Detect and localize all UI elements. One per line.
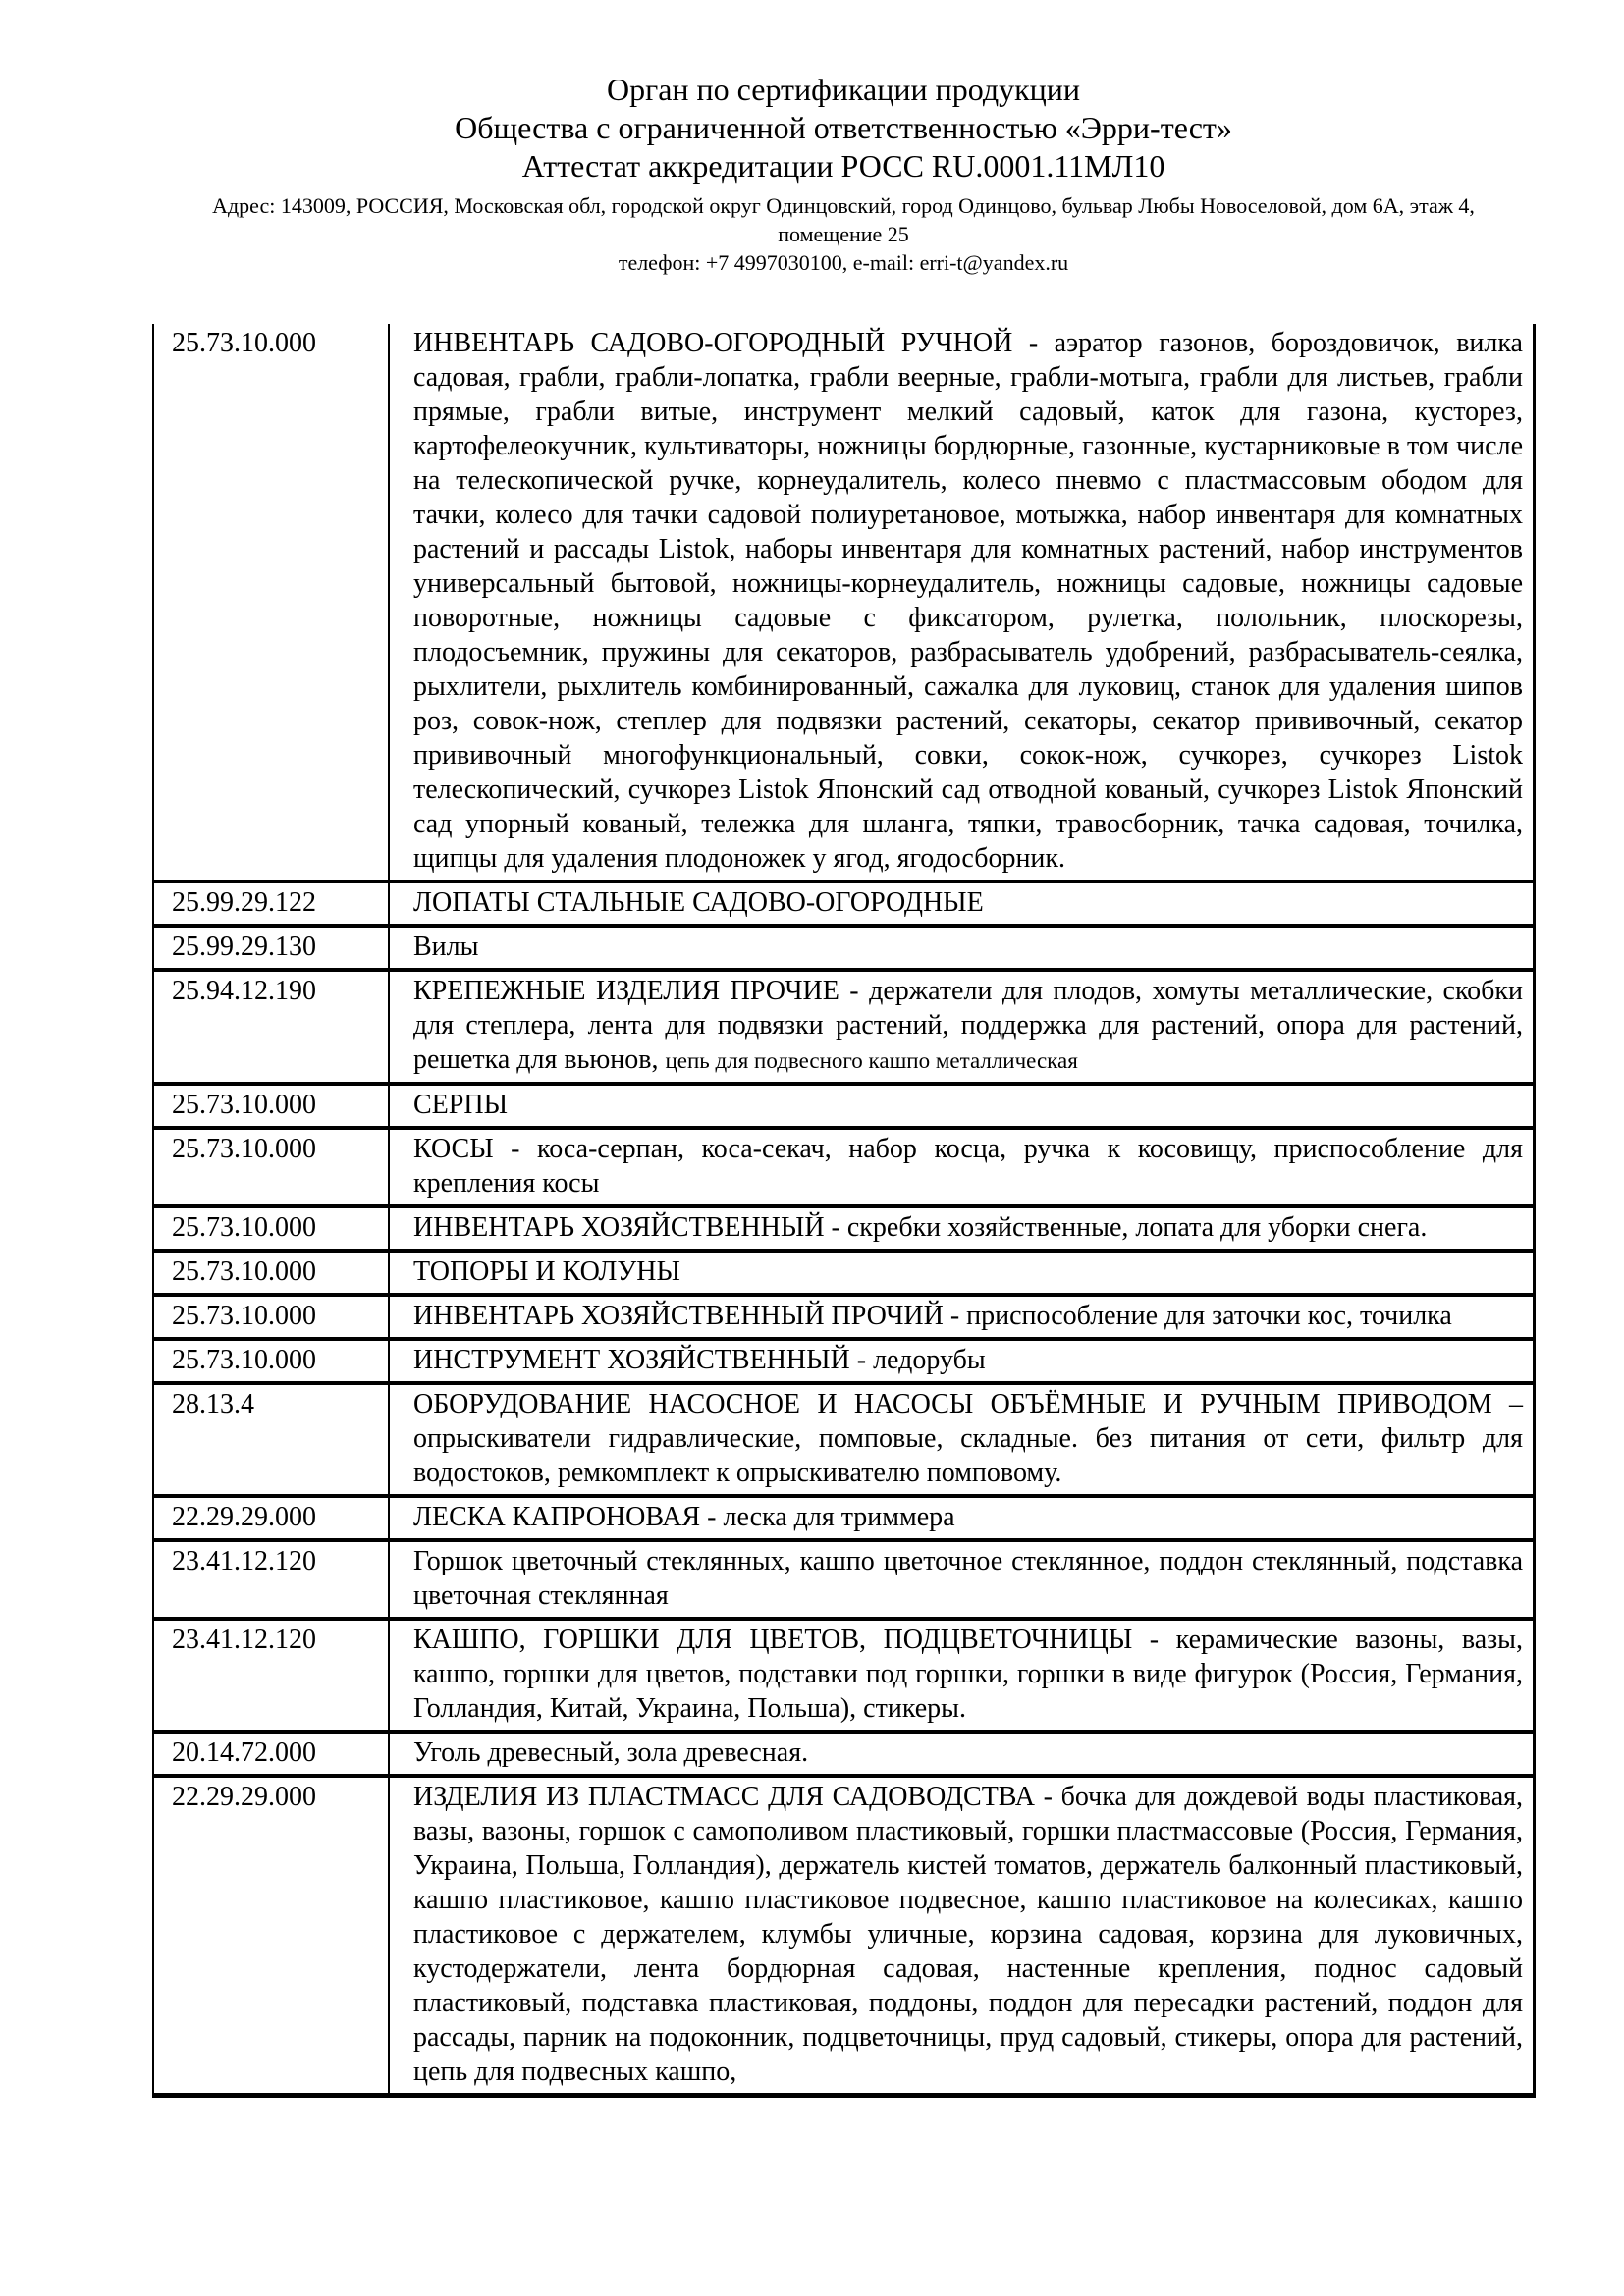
product-code: 25.73.10.000	[153, 1251, 389, 1295]
product-description	[389, 1206, 1535, 1251]
table-row	[153, 1206, 1535, 1251]
product-description-text: Вилы	[413, 932, 479, 962]
table-row	[153, 881, 1535, 926]
product-description	[389, 881, 1535, 926]
product-description	[389, 1383, 1535, 1496]
product-code: 25.99.29.122	[153, 881, 389, 926]
product-code: 23.41.12.120	[153, 1540, 389, 1619]
product-description-text: ОБОРУДОВАНИЕ НАСОСНОЕ И НАСОСЫ ОБЪЁМНЫЕ И РУЧНЫМ ПРИВОДОМ – опрыскиватели гидравлические, помповые, складные. без питания от сети, фильтр для водостоков, ремкомплект к опрыскивателю помповому.	[413, 1389, 1523, 1488]
product-description-text: Уголь древесный, зола древесная.	[413, 1737, 809, 1768]
product-description-text: ИЗДЕЛИЯ ИЗ ПЛАСТМАСС ДЛЯ САДОВОДСТВА - бочка для дождевой воды пластиковая, вазы, вазоны, горшок с самополивом пластиковый, горшки пластмассовые (Россия, Германия, Украина, Польша, Голландия), держатель кистей томатов, держатель балконный пластиковый, кашпо пластиковое, кашпо пластиковое подвесное, кашпо пластиковое на колесиках, кашпо пластиковое с держателем, клумбы уличные, корзина садовая, корзина для луковичных, кустодержатели, лента бордюрная садовая, настенные крепления, поднос садовый пластиковый, подставка пластиковая, поддоны, поддон для пересадки растений, поддон для рассады, парник на подоконник, подцветочницы, пруд садовый, стикеры, опора для растений, цепь для подвесных кашпо,	[413, 1782, 1523, 2087]
product-table	[152, 324, 1536, 2098]
table-row	[153, 1496, 1535, 1540]
product-description	[389, 1251, 1535, 1295]
table-row	[153, 1540, 1535, 1619]
table-row	[153, 1776, 1535, 2096]
table-row	[153, 926, 1535, 970]
header-address-line-2: помещение 25	[778, 222, 909, 246]
product-description	[389, 970, 1535, 1084]
product-description-text: ЛЕСКА КАПРОНОВАЯ - леска для триммера	[413, 1502, 955, 1532]
header-accreditation-line: Аттестат аккредитации РОСС RU.0001.11МЛ10	[521, 148, 1165, 184]
table-row	[153, 970, 1535, 1084]
product-code: 25.73.10.000	[153, 1339, 389, 1383]
product-description-text: ЛОПАТЫ СТАЛЬНЫЕ САДОВО-ОГОРОДНЫЕ	[413, 887, 984, 918]
product-description	[389, 1128, 1535, 1206]
product-description-text: СЕРПЫ	[413, 1090, 508, 1120]
product-code: 20.14.72.000	[153, 1732, 389, 1776]
product-description	[389, 1496, 1535, 1540]
product-table-body	[153, 324, 1535, 2096]
product-code: 25.73.10.000	[153, 1295, 389, 1339]
header-company-line: Общества с ограниченной ответственностью «Эрри-тест»	[455, 110, 1232, 145]
product-code: 25.73.10.000	[153, 1206, 389, 1251]
product-description	[389, 1339, 1535, 1383]
product-code: 25.73.10.000	[153, 1084, 389, 1128]
product-description-text: КРЕПЕЖНЫЕ ИЗДЕЛИЯ ПРОЧИЕ - держатели для плодов, хомуты металлические, скобки для степлера, лента для подвязки растений, поддержка для растений, опора для растений, решетка для вьюнов,	[413, 976, 1523, 1075]
table-row	[153, 324, 1535, 881]
table-row	[153, 1339, 1535, 1383]
product-description	[389, 1776, 1535, 2096]
product-description	[389, 926, 1535, 970]
document-header	[152, 71, 1535, 277]
product-code: 22.29.29.000	[153, 1776, 389, 2096]
table-row	[153, 1295, 1535, 1339]
product-description-text: ИНСТРУМЕНТ ХОЗЯЙСТВЕННЫЙ - ледорубы	[413, 1345, 986, 1375]
product-description	[389, 1732, 1535, 1776]
product-description	[389, 1295, 1535, 1339]
header-address-line-1: Адрес: 143009, РОССИЯ, Московская обл, городской округ Одинцовский, город Одинцово, бульвар Любы Новоселовой, дом 6А, этаж 4,	[212, 193, 1475, 218]
table-row	[153, 1732, 1535, 1776]
product-code: 28.13.4	[153, 1383, 389, 1496]
product-code: 25.73.10.000	[153, 1128, 389, 1206]
table-row	[153, 1619, 1535, 1732]
product-description	[389, 1619, 1535, 1732]
product-description	[389, 324, 1535, 881]
product-description-text: ИНВЕНТАРЬ САДОВО-ОГОРОДНЫЙ РУЧНОЙ - аэратор газонов, бороздовичок, вилка садовая, грабли, грабли-лопатка, грабли веерные, грабли-мотыга, грабли для листьев, грабли прямые, грабли витые, инструмент мелкий садовый, каток для газона, кусторез, картофелеокучник, культиваторы, ножницы бордюрные, газонные, кустарниковые в том числе на телескопической ручке, корнеудалитель, колесо пневмо с пластмассовым ободом для тачки, колесо для тачки садовой полиуретановое, мотыжка, набор инвентаря для комнатных растений и рассады Listok, наборы инвентаря для комнатных растений, набор инструментов универсальный бытовой, ножницы-корнеудалитель, ножницы садовые, ножницы садовые поворотные, ножницы садовые с фиксатором, рулетка, полольник, плоскорезы, плодосъемник, пружины для секаторов, разбрасыватель удобрений, разбрасыватель-сеялка, рыхлители, рыхлитель комбинированный, сажалка для луковиц, станок для удаления шипов роз, совок-нож, степлер для подвязки растений, секаторы, секатор прививочный, секатор прививочный многофункциональный, совки, сокок-нож, сучкорез, сучкорез Listok телескопический, сучкорез Listok Японский сад отводной кованый, сучкорез Listok Японский сад упорный кованый, тележка для шланга, тяпки, травосборник, тачка садовая, точилка, щипцы для удаления плодоножек у ягод, ягодосборник.	[413, 328, 1523, 874]
product-description-smalltext: цепь для подвесного кашпо металлическая	[665, 1048, 1078, 1073]
product-description	[389, 1084, 1535, 1128]
product-code: 25.73.10.000	[153, 324, 389, 881]
header-cert-body-line: Орган по сертификации продукции	[606, 72, 1081, 107]
product-description-text: ТОПОРЫ И КОЛУНЫ	[413, 1256, 680, 1287]
product-description-text: ИНВЕНТАРЬ ХОЗЯЙСТВЕННЫЙ ПРОЧИЙ - приспособление для заточки кос, точилка	[413, 1301, 1452, 1331]
product-description-text: Горшок цветочный стеклянных, кашпо цветочное стеклянное, поддон стеклянный, подставка цветочная стеклянная	[413, 1546, 1523, 1611]
product-code: 25.94.12.190	[153, 970, 389, 1084]
table-row	[153, 1084, 1535, 1128]
product-description-text: ИНВЕНТАРЬ ХОЗЯЙСТВЕННЫЙ - скребки хозяйственные, лопата для уборки снега.	[413, 1212, 1428, 1243]
table-row	[153, 1128, 1535, 1206]
product-code: 23.41.12.120	[153, 1619, 389, 1732]
product-description-text: КАШПО, ГОРШКИ ДЛЯ ЦВЕТОВ, ПОДЦВЕТОЧНИЦЫ - керамические вазоны, вазы, кашпо, горшки для цветов, подставки под горшки, горшки в виде фигурок (Россия, Германия, Голландия, Китай, Украина, Польша), стикеры.	[413, 1625, 1523, 1724]
product-description	[389, 1540, 1535, 1619]
product-description-text: КОСЫ - коса-серпан, коса-секач, набор косца, ручка к косовищу, приспособление для крепления косы	[413, 1134, 1523, 1199]
table-row	[153, 1383, 1535, 1496]
product-code: 25.99.29.130	[153, 926, 389, 970]
header-contact-line: телефон: +7 4997030100, e-mail: erri-t@yandex.ru	[618, 250, 1069, 275]
table-row	[153, 1251, 1535, 1295]
product-code: 22.29.29.000	[153, 1496, 389, 1540]
